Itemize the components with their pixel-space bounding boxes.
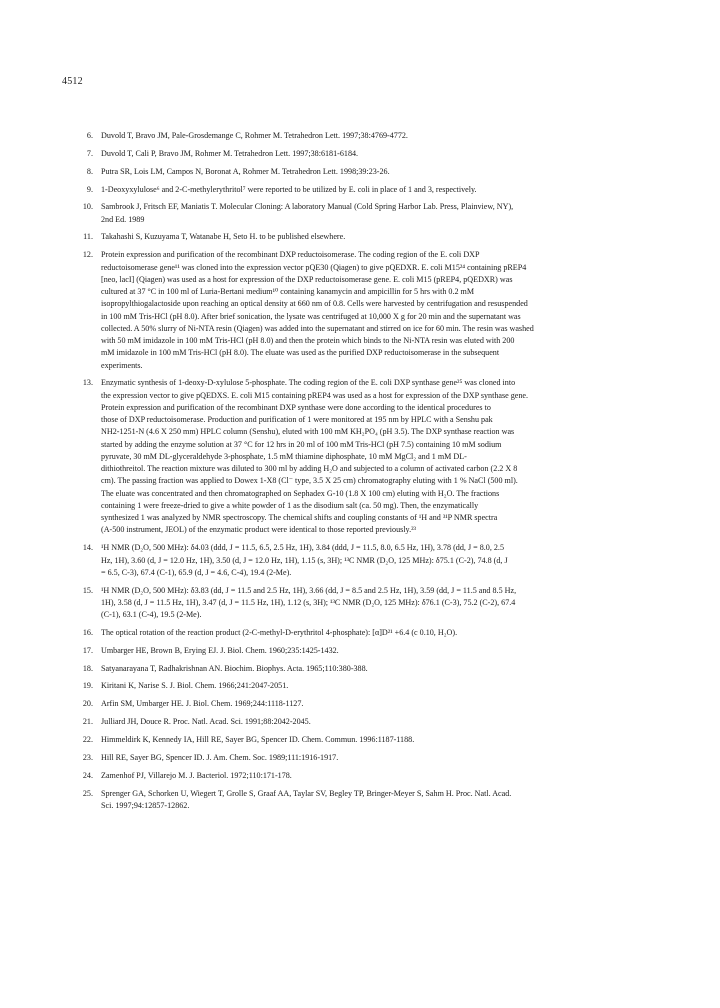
reference-list — [78, 130, 668, 818]
reference-number: 19. — [82, 681, 93, 691]
reference-item — [78, 680, 668, 692]
reference-line: Duvold T, Cali P, Bravo JM, Rohmer M. Tetrahedron Lett. 1997;38:6181-6184. — [101, 148, 359, 158]
reference-item — [78, 788, 668, 813]
reference-number: 9. — [86, 184, 93, 194]
reference-line: pyruvate, 30 mM DL-glyceraldehyde 3-phosphate, 1.5 mM thiamine diphosphate, 10 mM MgCl₂ and 1 mM DL- — [101, 451, 467, 461]
reference-item — [78, 377, 668, 536]
reference-line: Takahashi S, Kuzuyama T, Watanabe H, Seto H. to be published elsewhere. — [101, 232, 346, 242]
reference-line: Sambrook J, Fritsch EF, Maniatis T. Molecular Cloning: A laboratory Manual (Cold Spring Harbor Lab. Press, Plainview, NY), — [101, 202, 514, 212]
reference-number: 10. — [82, 202, 93, 212]
reference-text — [101, 585, 668, 622]
reference-line: experiments. — [101, 360, 143, 370]
reference-line: NH2-1251-N (4.6 X 250 mm) HPLC column (Senshu), eluted with 100 mM KH₂PO₄ (pH 3.5). The DXP synthase reaction was — [101, 427, 515, 437]
reference-line: mM imidazole in 100 mM Tris-HCl (pH 8.0). The eluate was used as the purified DXP reductoisomerase in the subsequent — [101, 348, 500, 358]
reference-number: 23. — [82, 752, 93, 762]
reference-text — [101, 770, 668, 782]
page-number: 4512 — [62, 76, 83, 87]
reference-text — [101, 788, 668, 813]
reference-number: 6. — [86, 131, 93, 140]
reference-line: (C-1), 63.1 (C-4), 19.5 (2-Me). — [101, 610, 202, 620]
reference-text — [101, 130, 668, 142]
reference-text — [101, 201, 668, 226]
reference-line: Enzymatic synthesis of 1-deoxy-D-xylulose 5-phosphate. The coding region of the E. coli DXP synthase gene²⁵ was cloned into — [101, 378, 516, 388]
reference-text — [101, 663, 668, 675]
reference-line: Sci. 1997;94:12857-12862. — [101, 800, 190, 810]
reference-number: 15. — [82, 585, 93, 595]
reference-item — [78, 148, 668, 160]
reference-line: with 50 mM imidazole in 100 mM Tris-HCl (pH 8.0) and then the protein which binds to the Ni-NTA resin was eluted with 200 — [101, 336, 515, 346]
reference-number: 20. — [82, 699, 93, 709]
reference-line: 1-Deoxyxylulose⁶ and 2-C-methylerythritol⁷ were reported to be utilized by E. coli in place of 1 and 3, respectively. — [101, 184, 477, 194]
reference-line: Protein expression and purification of the recombinant DXP reductoisomerase. The coding region of the E. coli DXP — [101, 250, 480, 260]
reference-text — [101, 542, 668, 579]
reference-text — [101, 377, 668, 536]
reference-text — [101, 680, 668, 692]
reference-item — [78, 645, 668, 657]
reference-line: collected. A 50% slurry of Ni-NTA resin (Qiagen) was added into the supernatant and stirred on ice for 60 min. The resin was washed — [101, 323, 534, 333]
reference-item — [78, 201, 668, 226]
reference-number: 22. — [82, 735, 93, 744]
reference-line: = 6.5, C-3), 67.4 (C-1), 65.9 (d, J = 4.6, C-4), 19.4 (2-Me). — [101, 567, 292, 577]
reference-line: the expression vector to give pQEDXS. E. coli M15 containing pREP4 was used as a host for expression of the DXP synthase gene. — [101, 390, 529, 400]
reference-line: in 100 mM Tris-HCl (pH 8.0). After brief sonication, the lysate was centrifuged at 10,000 X g for 20 min and the supernatant was — [101, 311, 521, 321]
reference-line: dithiothreitol. The reaction mixture was diluted to 300 ml by adding H₂O and subjected to a column of activated carbon (2.2 X 8 — [101, 464, 518, 474]
reference-item — [78, 249, 668, 372]
reference-line: Julliard JH, Douce R. Proc. Natl. Acad. Sci. 1991;88:2042-2045. — [101, 717, 311, 727]
reference-number: 17. — [82, 645, 93, 655]
reference-line: 2nd Ed. 1989 — [101, 214, 145, 224]
reference-line: synthesized 1 was analyzed by NMR spectroscopy. The chemical shifts and coupling constants of ¹H and ³¹P NMR spectra — [101, 513, 498, 523]
reference-item — [78, 698, 668, 710]
reference-line: Arfin SM, Umbarger HE. J. Biol. Chem. 1969;244:1118-1127. — [101, 699, 304, 709]
reference-text — [101, 231, 668, 243]
reference-number: 24. — [82, 770, 93, 780]
reference-number: 25. — [82, 788, 93, 798]
reference-line: cultured at 37 °C in 100 ml of Luria-Bertani medium¹⁰ containing kanamycin and ampicillin for 5 hrs with 0.2 mM — [101, 287, 475, 297]
reference-line: ¹H NMR (D₂O, 500 MHz): δ3.83 (dd, J = 11.5 and 2.5 Hz, 1H), 3.66 (dd, J = 8.5 and 2.5 Hz, 1H), 3.59 (dd, J = 11.5 and 8.5 Hz, — [101, 585, 517, 595]
reference-line: isopropylthiogalactoside upon reaching an optical density at 660 nm of 0.8. Cells were harvested by centrifugation and resuspended — [101, 299, 528, 309]
reference-line: Hz, 1H), 3.60 (d, J = 12.0 Hz, 1H), 3.50 (d, J = 12.0 Hz, 1H), 1.15 (s, 3H); ¹³C NMR (D₂O, 125 MHz): δ75.1 (C-2), 74.8 (d, J — [101, 555, 508, 565]
reference-number: 21. — [82, 717, 93, 727]
reference-number: 14. — [82, 543, 93, 553]
reference-line: reductoisomerase gene¹¹ was cloned into the expression vector pQE30 (Qiagen) to give pQEDXR. E. coli M15²⁴ containing pREP4 — [101, 262, 527, 272]
reference-line: Kiritani K, Narise S. J. Biol. Chem. 1966;241:2047-2051. — [101, 681, 289, 691]
reference-text — [101, 645, 668, 657]
reference-line: Zamenhof PJ, Villarejo M. J. Bacteriol. 1972;110:171-178. — [101, 770, 292, 780]
reference-line: Umbarger HE, Brown B, Erying EJ. J. Biol. Chem. 1960;235:1425-1432. — [101, 645, 339, 655]
reference-text — [101, 698, 668, 710]
reference-line: Sprenger GA, Schorken U, Wiegert T, Grolle S, Graaf AA, Taylar SV, Begley TP, Bringer-Meyer S, Sahm H. Proc. Natl. Acad. — [101, 788, 512, 798]
reference-item — [78, 184, 668, 196]
reference-line: Putra SR, Lois LM, Campos N, Boronat A, Rohmer M. Tetrahedron Lett. 1998;39:23-26. — [101, 166, 390, 176]
reference-text — [101, 716, 668, 728]
reference-number: 13. — [82, 378, 93, 388]
reference-number: 12. — [82, 250, 93, 260]
reference-text — [101, 184, 668, 196]
reference-item — [78, 231, 668, 243]
reference-line: 1H), 3.58 (d, J = 11.5 Hz, 1H), 3.47 (d, J = 11.5 Hz, 1H), 1.12 (s, 3H); ¹³C NMR (D₂O, 125 MHz): δ76.1 (C-3), 75.2 (C-2), 67.4 — [101, 597, 516, 607]
reference-item — [78, 752, 668, 764]
reference-line: containing 1 were freeze-dried to give a white powder of 1 as the disodium salt (ca. 50 mg). Then, the enzymatically — [101, 500, 479, 510]
reference-line: started by adding the enzyme solution at 37 °C for 12 hrs in 20 ml of 100 mM Tris-HCl (pH 7.5) containing 10 mM sodium — [101, 439, 502, 449]
reference-text — [101, 166, 668, 178]
reference-text — [101, 734, 668, 746]
reference-line: Duvold T, Bravo JM, Pale-Grosdemange C, Rohmer M. Tetrahedron Lett. 1997;38:4769-4772. — [101, 131, 408, 140]
reference-item — [78, 627, 668, 639]
reference-number: 18. — [82, 663, 93, 673]
reference-text — [101, 752, 668, 764]
reference-number: 8. — [86, 166, 93, 176]
reference-item — [78, 770, 668, 782]
reference-text — [101, 627, 668, 639]
reference-item — [78, 166, 668, 178]
reference-item — [78, 716, 668, 728]
reference-line: [neo, lacI] (Qiagen) was used as a host for expression of the DXP reductoisomerase gene. E. coli M15 (pREP4, pQEDXR) was — [101, 274, 513, 284]
reference-item — [78, 734, 668, 746]
reference-text — [101, 148, 668, 160]
reference-line: ¹H NMR (D₂O, 500 MHz): δ4.03 (ddd, J = 11.5, 6.5, 2.5 Hz, 1H), 3.84 (ddd, J = 11.5, 8.0, 6.5 Hz, 1H), 3.78 (dd, J = 8.0, 2.5 — [101, 543, 504, 553]
reference-line: those of DXP reductoisomerase. Production and purification of 1 were monitored at 195 nm by HPLC with a Senshu pak — [101, 415, 493, 425]
reference-item — [78, 663, 668, 675]
reference-item — [78, 585, 668, 622]
reference-line: Himmeldirk K, Kennedy IA, Hill RE, Sayer BG, Spencer ID. Chem. Commun. 1996:1187-1188. — [101, 735, 415, 744]
reference-text — [101, 249, 668, 372]
reference-line: cm). The passing fraction was applied to Dowex 1-X8 (Cl⁻ type, 3.5 X 25 cm) chromatography eluting with 1 % NaCl (500 ml). — [101, 476, 518, 486]
reference-line: Hill RE, Sayer BG, Spencer ID. J. Am. Chem. Soc. 1989;111:1916-1917. — [101, 752, 339, 762]
reference-number: 16. — [82, 627, 93, 637]
reference-number: 11. — [83, 232, 93, 242]
reference-number: 7. — [86, 148, 93, 158]
reference-item — [78, 542, 668, 579]
reference-line: The eluate was concentrated and then chromatographed on Sephadex G-10 (1.8 X 100 cm) eluting with H₂O. The fractions — [101, 488, 500, 498]
reference-line: Protein expression and purification of the recombinant DXP synthase were done according to the identical procedures to — [101, 402, 491, 412]
reference-line: Satyanarayana T, Radhakrishnan AN. Biochim. Biophys. Acta. 1965;110:380-388. — [101, 663, 368, 673]
reference-line: (A-500 instrument, JEOL) of the enzymatic product were identical to those reported previously.²³ — [101, 525, 416, 535]
reference-line: The optical rotation of the reaction product (2-C-methyl-D-erythritol 4-phosphate): [α]D²¹ +6.4 (c 0.10, H₂O). — [101, 627, 458, 637]
reference-item — [78, 130, 668, 142]
